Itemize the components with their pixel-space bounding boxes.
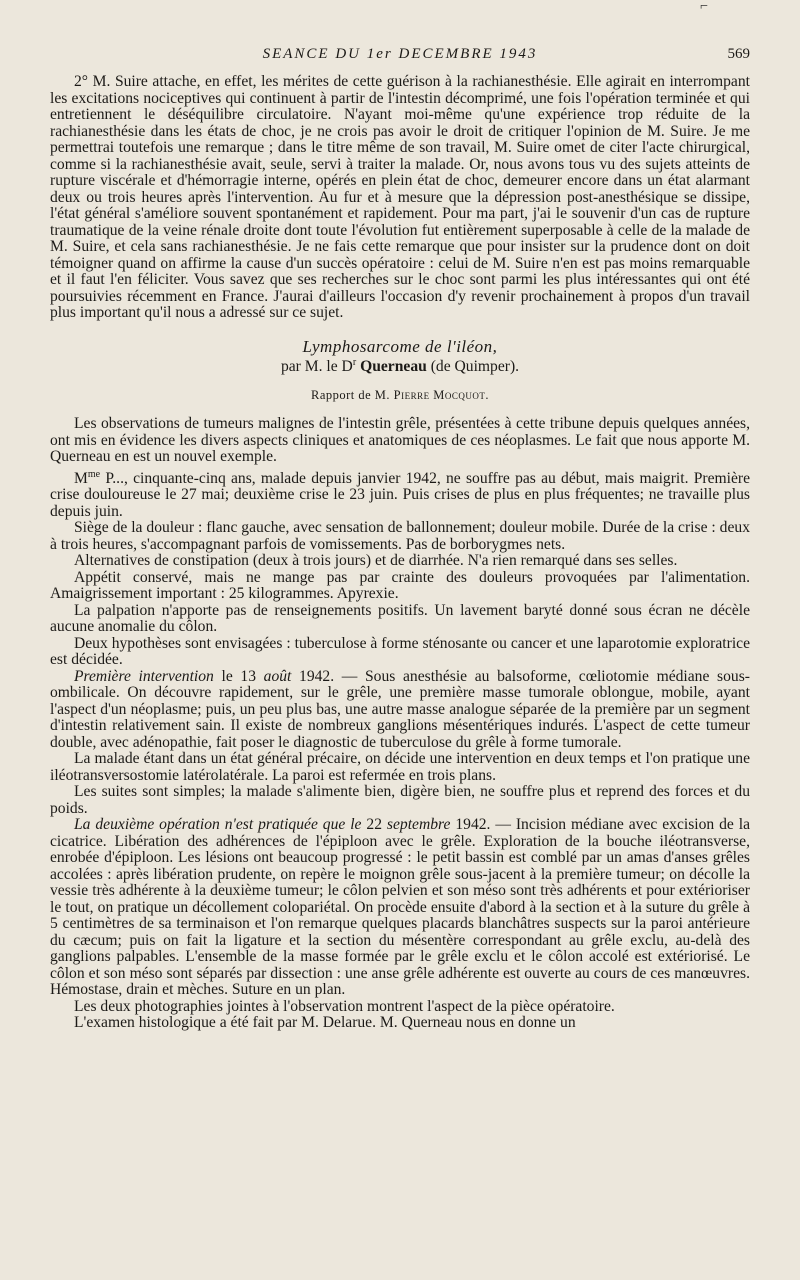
running-title: SEANCE DU 1er DECEMBRE 1943: [262, 46, 538, 62]
second-op-date: 22: [361, 816, 387, 833]
second-op-text: 1942. — Incision médiane avec excision de la cicatrice. Libération des adhérences de l'épiploon avec le grêle. Exploration de la bouche iléotransverse, enrobée d'épiploon. Les lésions ont beaucoup progressé : le petit bassin est comblé par un amas d'anses grêles accolées : après libération prudente, on repère le moignon grêle sous-jacent à la première tumeur; on décolle la vessie très adhérente à la deuxième tumeur; le côlon pelvien et son méso sont très adhérents et pour extérioriser le tout, on pratique un décollement colopariétal. On procède ensuite d'abord à la section et à la suture du grêle à 5 centimètres de sa terminaison et l'on remarque quelques placards blanchâtres suspects sur la paroi antérieure du cæcum; puis on fait la ligature et la section du mésentère correspondant au grêle exclu, au-delà des ganglions palpables. L'ensemble de la masse formée par le grêle exclu et le côlon accolé est extériorisé. Le côlon et son méso sont séparés par dissection : une anse grêle adhérente est ouverte au cours de ces manœuvres. Hémostase, drain et mèches. Suture en un plan.: [50, 816, 751, 998]
page-number: 569: [727, 46, 750, 62]
margin-mark: ⌐: [700, 0, 708, 14]
first-op-date: le 13: [213, 667, 264, 685]
report-prefix: Rapport de M.: [310, 387, 391, 402]
case-prefix-sup: me: [87, 468, 101, 480]
first-op-month: août: [263, 667, 292, 685]
paragraph: Appétit conservé, mais ne mange pas par crainte des douleurs provoquées par l'alimentation. Amaigrissement important : 25 kilogrammes. Apyrexie.: [50, 568, 750, 602]
paragraph: Alternatives de constipation (deux à trois jours) et de diarrhée. N'a rien remarqué dans ses selles.: [74, 552, 678, 569]
paragraph: Les suites sont simples; la malade s'alimente bien, digère bien, ne souffre plus et reprend des forces et du poids.: [50, 783, 750, 817]
first-operation-paragraph: [50, 669, 750, 752]
paragraph: Siège de la douleur : flanc gauche, avec sensation de ballonnement; douleur mobile. Durée de la crise : deux à trois heures, s'accompagnant parfois de vomissements. Pas de borborygmes nets.: [50, 519, 750, 553]
paragraph: Les deux photographies jointes à l'observation montrent l'aspect de la pièce opératoire.: [74, 997, 615, 1015]
article-author: [50, 356, 750, 376]
author-prefix: par M. le D: [280, 358, 353, 375]
author-suffix: (de Quimper).: [430, 358, 520, 375]
second-op-month: septembre: [386, 816, 451, 833]
second-operation-paragraph: [50, 817, 750, 999]
case-prefix: M: [74, 469, 88, 487]
article-report-line: [50, 387, 750, 404]
author-title-sup: r: [352, 356, 357, 368]
author-name: Querneau: [360, 358, 427, 375]
intro-paragraph: Les observations de tumeurs malignes de l'intestin grêle, présentées à cette tribune depuis quelques années, ont mis en évidence les divers aspects cliniques et anatomiques de ces néoplasmes. Le fait que nous apporte M. Querneau en est un nouvel exemple.: [50, 415, 750, 465]
page-header: [50, 46, 750, 66]
first-op-lead: Première intervention: [74, 667, 214, 685]
paragraph: 2° M. Suire attache, en effet, les mérites de cette guérison à la rachianesthésie. Elle agirait en interrompant les excitations nociceptives qui continuent à partir de l'intestin décomprimé, une fois l'opération terminée et qui entretiennent le déséquilibre circulatoire. N'ayant moi-même qu'une expérience trop réduite de la rachianesthésie dans les états de choc, je ne crois pas avoir le droit de critiquer l'opinion de M. Suire. Je me permettrai toutefois une remarque ; dans le titre même de son travail, M. Suire omet de citer l'acte chirurgical, comme si la rachianesthésie avait, seule, servi à traiter la malade. Or, nous avons tous vu des sujets atteints de rupture viscérale et d'hémorragie interne, opérés en plein état de choc, demeurer encore dans un état alarmant deux ou trois heures après l'intervention. Au fur et à mesure que la dépression post-anesthésique se dissipe, l'état général s'améliore souvent spontanément et rapidement. Pour ma part, j'ai le souvenir d'un cas de rupture traumatique de la veine rénale droite dont toute l'évolution fut entièrement superposable à celle de la malade de M. Suire, et cela sans rachianesthésie. Je ne fais cette remarque que pour insister sur la prudence dont on doit témoigner quand on affirme la cause d'un succès opératoire : celui de M. Suire n'en est pas moins remarquable et il faut l'en féliciter. Vous savez que ses recherches sur le choc sont parmi les plus intéressantes qui ont été poursuivies récemment en France. J'aurai d'ailleurs l'occasion d'y revenir prochainement à propos d'un travail plus important qu'il nous a adressé sur ce sujet.: [50, 73, 750, 321]
paragraph: La malade étant dans un état général précaire, on décide une intervention en deux temps et l'on pratique une iléotransversostomie latérolatérale. La paroi est refermée en trois plans.: [50, 750, 750, 784]
paragraph: Deux hypothèses sont envisagées : tuberculose à forme sténosante ou cancer et une laparotomie exploratrice est décidée.: [50, 634, 750, 668]
second-op-lead: La deuxième opération n'est pratiquée que le: [74, 816, 362, 833]
case-text: P..., cinquante-cinq ans, malade depuis janvier 1942, ne souffre pas au début, mais maigrit. Première crise douloureuse le 27 mai; deuxième crise le 23 juin. Puis crises de plus en plus fréquentes; ne travaille plus depuis juin.: [50, 469, 750, 520]
paragraph: L'examen histologique a été fait par M. Delarue. M. Querneau nous en donne un: [74, 1014, 576, 1031]
first-op-text: 1942. — Sous anesthésie au balsoforme, cœliotomie médiane sous-ombilicale. On découvre rapidement, sur le grêle, une première masse tumorale oblongue, mobile, ayant l'aspect d'un néoplasme; puis, un peu plus bas, une autre masse analogue séparée de la première par un segment d'intestin relativement sain. Il existe de nombreux ganglions mésentériques indurés. L'aspect de cette tumeur double, avec adénopathie, fait poser le diagnostic de tuberculose du grêle à forme tumorale.: [50, 667, 750, 751]
article-title: Lymphosarcome de l'iléon,: [302, 336, 498, 356]
reporter-name: Pierre Mocquot.: [393, 387, 489, 402]
case-opening-paragraph: [50, 468, 750, 521]
paragraph: La palpation n'apporte pas de renseignements positifs. Un lavement baryté donné sous écran ne décèle aucune anomalie du côlon.: [50, 601, 750, 635]
page-body: [50, 74, 750, 1032]
